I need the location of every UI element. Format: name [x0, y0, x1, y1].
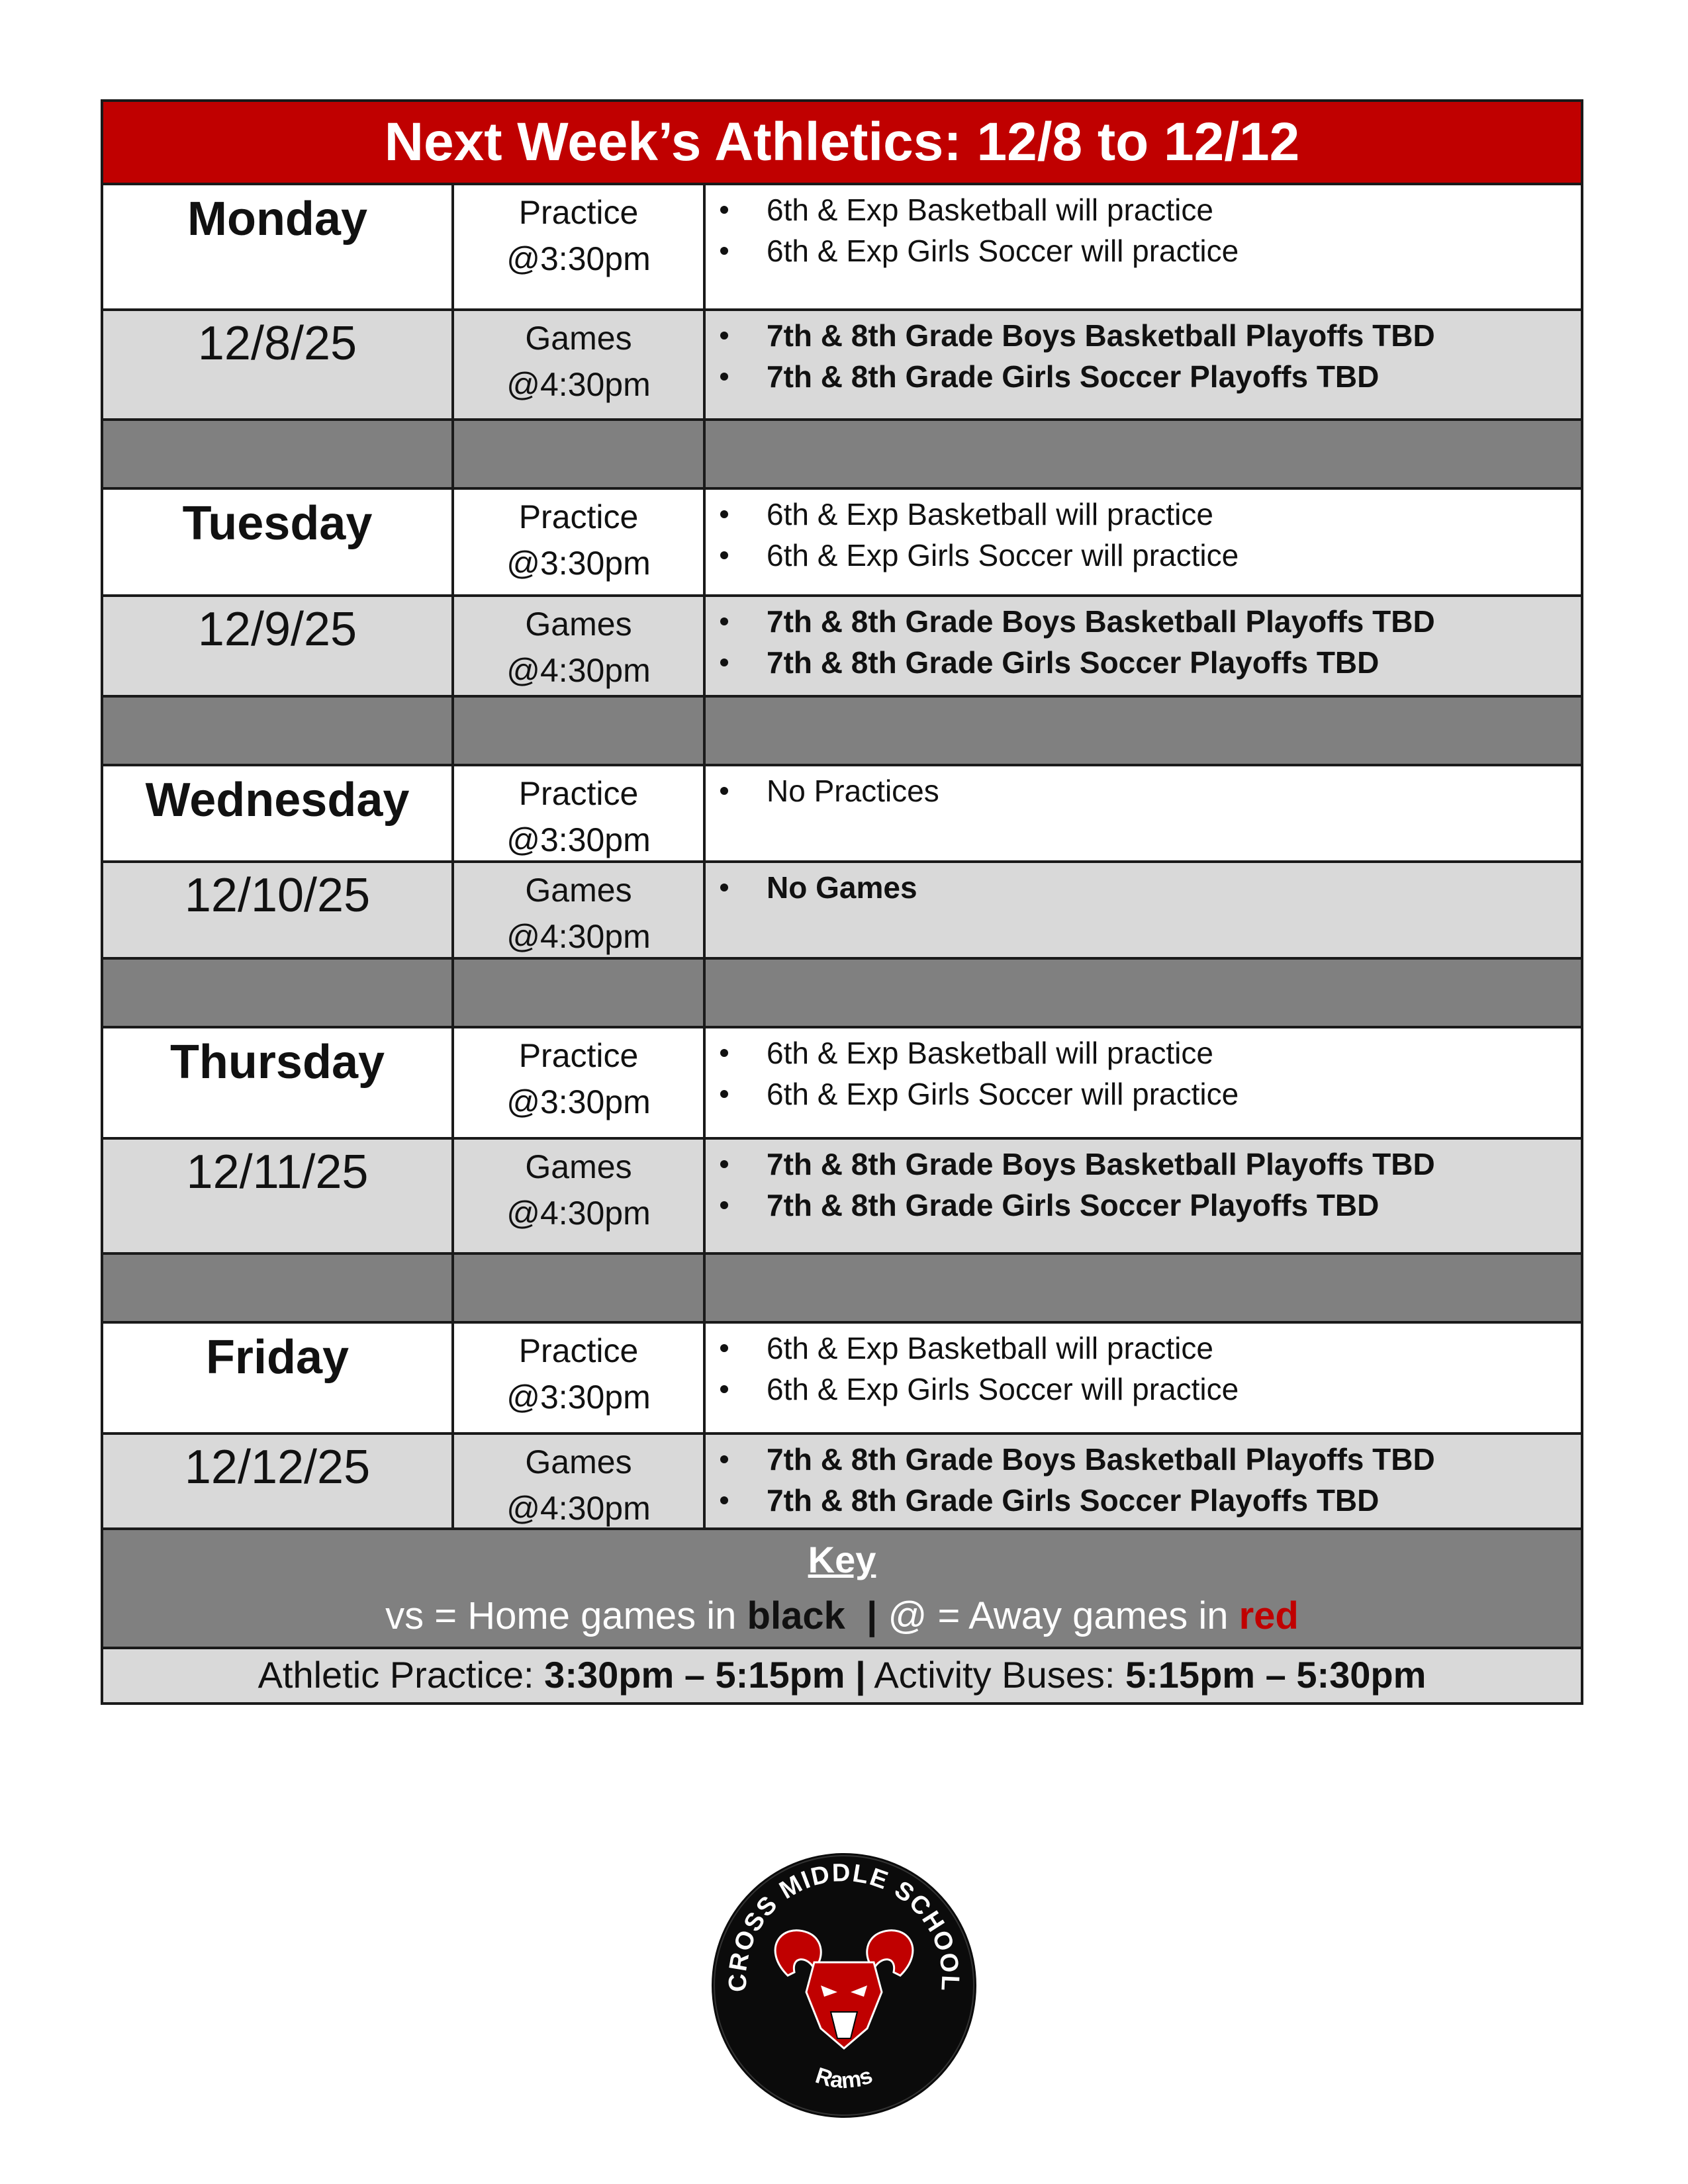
list-item: 7th & 8th Grade Girls Soccer Playoffs TBD — [767, 1480, 1581, 1521]
practice-time: @3:30pm — [506, 240, 651, 277]
games-row-wednesday — [103, 863, 1581, 960]
practice-label: Practice — [518, 194, 639, 231]
bus-hours-time: 5:15pm – 5:30pm — [1125, 1654, 1427, 1696]
practice-row-wednesday — [103, 766, 1581, 863]
practice-time-cell — [454, 490, 706, 594]
games-time: @4:30pm — [506, 366, 651, 403]
list-item: 6th & Exp Girls Soccer will practice — [767, 230, 1581, 271]
cross-middle-school-rams-logo — [708, 1850, 980, 2121]
day-cell — [103, 1140, 454, 1252]
practice-details-cell — [706, 766, 1581, 860]
practice-time: @3:30pm — [506, 545, 651, 582]
separator-cell — [103, 1255, 454, 1321]
games-details-cell — [706, 863, 1581, 957]
hours-footer — [103, 1649, 1581, 1702]
day-cell — [103, 863, 454, 957]
separator-cell — [454, 698, 706, 764]
list-item: 7th & 8th Grade Girls Soccer Playoffs TBD — [767, 1185, 1581, 1226]
games-time: @4:30pm — [506, 918, 651, 955]
list-item: 7th & 8th Grade Girls Soccer Playoffs TBD — [767, 642, 1581, 683]
practice-details-cell — [706, 1324, 1581, 1432]
day-date: 12/11/25 — [186, 1146, 369, 1199]
practice-label: Practice — [518, 1332, 639, 1369]
key-home-color: black — [747, 1594, 845, 1637]
games-label: Games — [525, 1148, 632, 1185]
separator-row — [103, 421, 1581, 490]
separator-cell — [103, 421, 454, 487]
day-cell — [103, 1324, 454, 1432]
practice-row-thursday — [103, 1028, 1581, 1140]
practice-row-friday — [103, 1324, 1581, 1435]
games-time-cell — [454, 1140, 706, 1252]
day-rows — [103, 185, 1581, 1530]
key-divider: | — [867, 1594, 878, 1637]
games-list — [706, 601, 1581, 683]
day-cell — [103, 185, 454, 308]
games-row-monday — [103, 311, 1581, 421]
games-label: Games — [525, 872, 632, 909]
separator-cell — [706, 421, 1581, 487]
separator-cell — [706, 960, 1581, 1026]
day-date: 12/9/25 — [197, 603, 357, 656]
key-section — [103, 1530, 1581, 1649]
games-time: @4:30pm — [506, 1490, 651, 1527]
separator-row — [103, 960, 1581, 1028]
practice-time: @3:30pm — [506, 1379, 651, 1416]
list-item: 6th & Exp Girls Soccer will practice — [767, 1073, 1581, 1115]
games-label: Games — [525, 320, 632, 357]
practice-hours-time: 3:30pm – 5:15pm — [544, 1654, 845, 1696]
practice-time-cell — [454, 1028, 706, 1137]
practice-time-cell — [454, 185, 706, 308]
day-cell — [103, 766, 454, 860]
separator-cell — [103, 698, 454, 764]
separator-cell — [454, 960, 706, 1026]
key-away-color: red — [1239, 1594, 1299, 1637]
games-list — [706, 867, 1581, 908]
list-item: 6th & Exp Girls Soccer will practice — [767, 1369, 1581, 1410]
practice-time: @3:30pm — [506, 1083, 651, 1120]
practice-label: Practice — [518, 1037, 639, 1074]
games-row-friday — [103, 1435, 1581, 1530]
bus-hours-label: Activity Buses: — [874, 1654, 1125, 1696]
list-item: 7th & 8th Grade Boys Basketball Playoffs TBD — [767, 315, 1581, 356]
games-list — [706, 1439, 1581, 1521]
list-item: No Games — [767, 867, 1581, 908]
list-item: 6th & Exp Basketball will practice — [767, 494, 1581, 535]
practice-list — [706, 189, 1581, 271]
practice-list — [706, 1328, 1581, 1410]
athletics-schedule-table — [101, 99, 1583, 1705]
separator-cell — [454, 1255, 706, 1321]
separator-cell — [706, 698, 1581, 764]
separator-cell — [706, 1255, 1581, 1321]
separator-row — [103, 698, 1581, 766]
games-time-cell — [454, 311, 706, 418]
practice-list — [706, 494, 1581, 576]
games-list — [706, 1144, 1581, 1226]
day-cell — [103, 311, 454, 418]
day-name: Friday — [205, 1331, 350, 1384]
day-date: 12/12/25 — [184, 1441, 371, 1494]
games-details-cell — [706, 1140, 1581, 1252]
list-item: 7th & 8th Grade Girls Soccer Playoffs TBD — [767, 356, 1581, 397]
games-details-cell — [706, 311, 1581, 418]
practice-label: Practice — [518, 775, 639, 812]
games-row-tuesday — [103, 597, 1581, 698]
list-item: 6th & Exp Basketball will practice — [767, 189, 1581, 230]
list-item: 6th & Exp Basketball will practice — [767, 1032, 1581, 1073]
key-home-text: vs = Home games in — [385, 1594, 747, 1637]
list-item: 6th & Exp Girls Soccer will practice — [767, 535, 1581, 576]
separator-row — [103, 1255, 1581, 1324]
day-cell — [103, 1028, 454, 1137]
games-time-cell — [454, 1435, 706, 1527]
games-details-cell — [706, 1435, 1581, 1527]
day-name: Tuesday — [182, 497, 373, 550]
practice-details-cell — [706, 185, 1581, 308]
separator-cell — [454, 421, 706, 487]
key-away-text: @ = Away games in — [888, 1594, 1239, 1637]
logo-ring-text: CROSS MIDDLE SCHOOL — [724, 1859, 964, 1993]
practice-time: @3:30pm — [506, 821, 651, 858]
schedule-title: Next Week’s Athletics: 12/8 to 12/12 — [103, 102, 1581, 185]
day-date: 12/8/25 — [197, 317, 357, 370]
day-cell — [103, 597, 454, 695]
day-cell — [103, 1435, 454, 1527]
day-date: 12/10/25 — [184, 869, 371, 922]
day-name: Monday — [187, 193, 367, 246]
games-details-cell — [706, 597, 1581, 695]
list-item: 7th & 8th Grade Boys Basketball Playoffs TBD — [767, 1144, 1581, 1185]
day-cell — [103, 490, 454, 594]
key-legend — [103, 1583, 1581, 1643]
games-list — [706, 315, 1581, 397]
list-item: 6th & Exp Basketball will practice — [767, 1328, 1581, 1369]
games-label: Games — [525, 606, 632, 643]
practice-list — [706, 1032, 1581, 1115]
practice-hours-label: Athletic Practice: — [258, 1654, 545, 1696]
practice-time-cell — [454, 766, 706, 860]
games-time-cell — [454, 597, 706, 695]
list-item: No Practices — [767, 770, 1581, 811]
practice-time-cell — [454, 1324, 706, 1432]
practice-details-cell — [706, 490, 1581, 594]
games-row-thursday — [103, 1140, 1581, 1255]
day-name: Thursday — [169, 1036, 385, 1089]
games-time-cell — [454, 863, 706, 957]
day-name: Wednesday — [145, 774, 410, 827]
practice-label: Practice — [518, 498, 639, 535]
games-time: @4:30pm — [506, 652, 651, 689]
logo-bottom-text: Rams — [812, 2062, 876, 2094]
games-time: @4:30pm — [506, 1195, 651, 1232]
practice-row-monday — [103, 185, 1581, 311]
list-item: 7th & 8th Grade Boys Basketball Playoffs TBD — [767, 1439, 1581, 1480]
practice-list — [706, 770, 1581, 811]
list-item: 7th & 8th Grade Boys Basketball Playoffs TBD — [767, 601, 1581, 642]
footer-divider: | — [855, 1654, 866, 1696]
separator-cell — [103, 960, 454, 1026]
practice-details-cell — [706, 1028, 1581, 1137]
key-title: Key — [808, 1539, 876, 1580]
games-label: Games — [525, 1443, 632, 1480]
practice-row-tuesday — [103, 490, 1581, 597]
